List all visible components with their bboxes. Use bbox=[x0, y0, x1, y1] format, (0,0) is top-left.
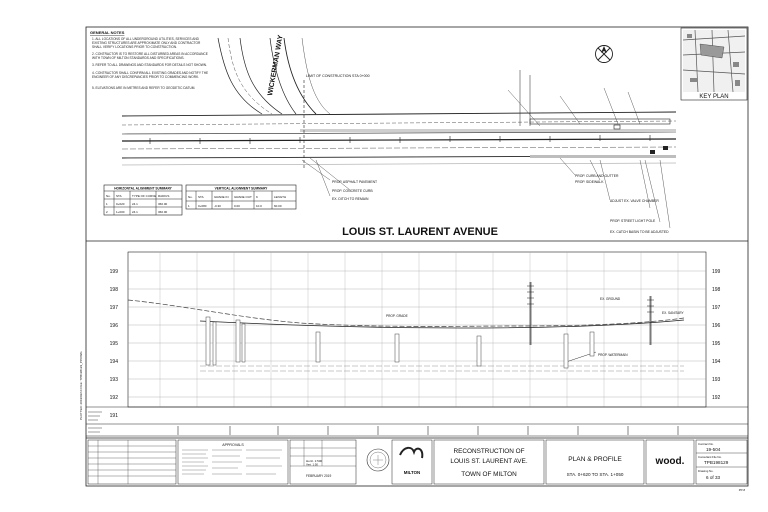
elev-label: 194 bbox=[109, 359, 118, 365]
contract-label: Contract No. bbox=[698, 442, 714, 446]
profile-label-4: EX. SANITARY bbox=[662, 311, 684, 315]
elev-label: 197 bbox=[712, 305, 721, 311]
table2-cell: 10.0 bbox=[256, 204, 262, 208]
elev-label: 199 bbox=[109, 269, 118, 275]
table2-h3: GRADE IN bbox=[214, 195, 229, 199]
callout-right-3: ADJUST EX. VALVE CHAMBER bbox=[610, 199, 659, 203]
callout-left-2: PROP. CONCRETE CURB bbox=[332, 189, 373, 193]
project-title-1: RECONSTRUCTION OF bbox=[453, 448, 525, 455]
elev-label: 192 bbox=[712, 395, 721, 401]
elev-label: 196 bbox=[109, 323, 118, 329]
table1-cell: 360.00 bbox=[158, 210, 168, 214]
callout-right-2: PROP. SIDEWALK bbox=[575, 180, 604, 184]
callout-left-3: EX. DITCH TO REMAIN bbox=[332, 197, 369, 201]
scale-row-2: Vert. 1:50 bbox=[306, 462, 318, 467]
profile-label-1: PROP. GRADE bbox=[386, 314, 408, 318]
key-plan-label: KEY PLAN bbox=[699, 94, 729, 100]
profile-label-2: EX. GROUND bbox=[600, 297, 621, 301]
table1-cell: 0+620 bbox=[116, 202, 125, 206]
table2-h1: No. bbox=[188, 195, 193, 199]
table1-h4: RADIUS bbox=[158, 194, 170, 198]
general-note-5: 5. ELEVATIONS ARE IN METRES AND REFER TO GEODETIC DATUM. bbox=[92, 86, 196, 90]
table2-cell: -0.30 bbox=[214, 204, 221, 208]
table1-cell: 24.1 bbox=[132, 202, 138, 206]
alignment-table-1 bbox=[104, 185, 182, 215]
table2-h4: GRADE OUT bbox=[234, 195, 252, 199]
street-label-vertical: WICKERMAN WAY bbox=[267, 34, 285, 97]
plan-callouts-left bbox=[332, 180, 377, 201]
elev-label: 193 bbox=[712, 377, 721, 383]
date: FEBRUARY 2019 bbox=[306, 474, 332, 478]
limit-label: LIMIT OF CONSTRUCTION STA 0+000 bbox=[306, 74, 370, 78]
alignment-table-2 bbox=[186, 185, 296, 209]
elev-label: 197 bbox=[109, 305, 118, 311]
table1-h2: STA bbox=[116, 194, 122, 198]
sheet-border bbox=[86, 27, 748, 486]
elevation-labels-left bbox=[110, 269, 119, 419]
table1-cell: 360.00 bbox=[158, 202, 168, 206]
table2-title: VERTICAL ALIGNMENT SUMMARY bbox=[214, 186, 268, 191]
general-notes-lines bbox=[90, 30, 125, 35]
table1-h1: No. bbox=[106, 194, 111, 198]
elev-label: 192 bbox=[109, 395, 118, 401]
callout-right-4: PROP. STREET LIGHT POLE bbox=[610, 219, 656, 223]
callout-right-5: EX. CATCH BASIN TO BE ADJUSTED bbox=[610, 230, 669, 234]
project-title-3: TOWN OF MILTON bbox=[461, 471, 517, 478]
table2-cell: 60.00 bbox=[274, 204, 282, 208]
plan-callouts-right bbox=[575, 174, 669, 234]
sheet-stations: STA. 0+620 TO STA. 1+050 bbox=[566, 472, 624, 477]
table1-cell: 1 bbox=[106, 202, 108, 206]
elev-label: 198 bbox=[109, 287, 118, 293]
table1-cell: 2 bbox=[106, 210, 108, 214]
table1-cell: 24.1 bbox=[132, 210, 138, 214]
elev-label: 195 bbox=[712, 341, 721, 347]
general-note-1: 1. ALL LOCATIONS OF ALL UNDERGROUND UTILITIES, SERVICES AND EXISTING STRUCTURES ARE APPROXIMATE ONLY AND CONTRACTOR SHALL VERIFY LOCATIONS PRIOR TO CONSTRUCTION. bbox=[92, 37, 201, 49]
milton-logo-text: MILTON bbox=[403, 470, 421, 475]
elev-label: 196 bbox=[712, 323, 721, 329]
drawing-label: Drawing No. bbox=[698, 469, 714, 473]
side-plot-text: PLOTTED: 2019/02/14 FILE: TPB198129_PP.DWG bbox=[79, 351, 83, 420]
approvals-heading: APPROVALS bbox=[222, 443, 244, 447]
north-arrow bbox=[596, 46, 613, 63]
contract-no: 19-504 bbox=[706, 447, 721, 452]
profile-grid bbox=[128, 252, 706, 407]
table2-cell: 0.00 bbox=[234, 204, 240, 208]
table1-h3: TYPE OF CURVE bbox=[132, 194, 157, 198]
profile-label-3: PROP. WATERMAIN bbox=[598, 353, 628, 357]
project-title-2: LOUIS ST. LAURENT AVE. bbox=[450, 458, 528, 465]
table2-cell: 1 bbox=[188, 204, 190, 208]
elev-label: 199 bbox=[712, 269, 721, 275]
elev-label: 194 bbox=[712, 359, 721, 365]
elev-label: 198 bbox=[712, 287, 721, 293]
table2-h5: K bbox=[256, 195, 259, 199]
firm-logo: wood. bbox=[655, 456, 685, 467]
scale-row-1: Horiz. 1:500 bbox=[306, 459, 323, 463]
callout-left-1: PROP. ASPHALT PAVEMENT bbox=[332, 180, 378, 184]
elevation-labels-right bbox=[712, 269, 721, 401]
table1-title: HORIZONTAL ALIGNMENT SUMMARY bbox=[114, 186, 172, 191]
bottom-code: PP-8 bbox=[738, 488, 745, 492]
project-label: Consultant File No. bbox=[698, 455, 722, 459]
general-note-3: 3. REFER TO ALL DRAWINGS AND STANDARDS FOR DETAILS NOT SHOWN. bbox=[92, 63, 207, 67]
general-note-4: 4. CONTRACTOR SHALL CONFIRM ALL EXISTING GRADES AND NOTIFY THE ENGINEER OF ANY DISCREPANCIES PRIOR TO COMMENCING WORK. bbox=[92, 71, 209, 79]
station-strip bbox=[86, 407, 748, 436]
table1-cell: 1+000 bbox=[116, 210, 125, 214]
general-note-2: 2. CONTRACTOR IS TO RESTORE ALL DISTURBED AREAS IN ACCORDANCE WITH TOWN OF MILTON STANDARDS AND SPECIFICATIONS. bbox=[92, 52, 208, 60]
table2-cell: 0+680 bbox=[198, 204, 207, 208]
callout-right-1: PROP. CURB AND GUTTER bbox=[575, 174, 619, 178]
title-block bbox=[86, 438, 748, 484]
general-notes-heading: GENERAL NOTES bbox=[90, 30, 125, 35]
table2-h6: LENGTH bbox=[274, 195, 287, 199]
project-no: TPB198129 bbox=[704, 460, 729, 465]
street-title: LOUIS ST. LAURENT AVENUE bbox=[342, 226, 498, 238]
elev-label: 195 bbox=[109, 341, 118, 347]
table2-h2: STA bbox=[198, 195, 204, 199]
sheet-title: PLAN & PROFILE bbox=[568, 456, 622, 463]
elev-label: 193 bbox=[109, 377, 118, 383]
key-plan bbox=[681, 28, 747, 100]
drawing-no: 6 of 33 bbox=[706, 475, 721, 480]
elev-label: 191 bbox=[109, 413, 118, 419]
